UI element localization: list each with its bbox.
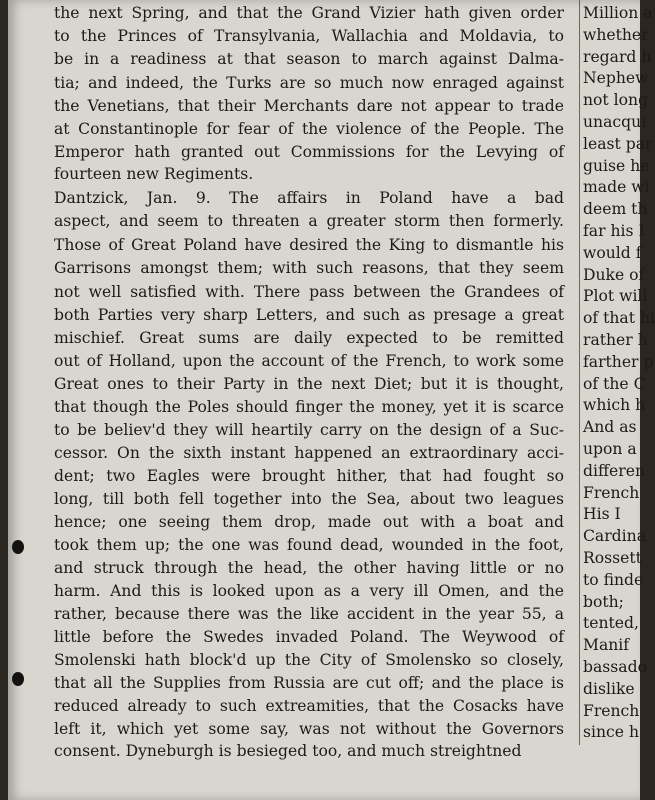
article-line: the Venetians, that their Merchants dare not appear to trade: [54, 97, 564, 115]
article-line: consent. Dyneburgh is besieged too, and much streightned: [54, 742, 522, 760]
article-line: that all the Supplies from Russia are cut off; and the place is: [54, 674, 564, 692]
article-line: and struck through the head, the other having little or no: [54, 559, 564, 577]
adjacent-column-line: since h: [583, 723, 639, 742]
adjacent-column-line: both;: [583, 592, 624, 611]
article-line: be in a readiness at that season to march against Dalma-: [54, 50, 564, 68]
article-line: tia; and indeed, the Turks are so much now enraged against: [54, 74, 564, 92]
article-line: rather, because there was the like accident in the year 55, a: [54, 605, 564, 623]
article-line: to the Princes of Transylvania, Wallachia and Moldavia, to: [54, 27, 564, 45]
adjacent-column-line: bassado: [583, 658, 647, 676]
adjacent-column-line: Manif: [583, 636, 630, 655]
adjacent-column-line: Rossett: [583, 549, 642, 567]
adjacent-column-line: upon a: [583, 440, 637, 458]
adjacent-column-line: differen: [583, 461, 646, 480]
article-line: aspect, and seem to threaten a greater storm then formerly.: [54, 212, 564, 230]
adjacent-column-line: least par: [583, 134, 653, 153]
article-line: not well satisfied with. There pass between the Grandees of: [54, 283, 564, 301]
newspaper-page: [8, 0, 655, 800]
article-line: mischief. Great sums are daily expected to be remitted: [54, 329, 564, 347]
article-line: that though the Poles should finger the money, yet it is scarce: [54, 398, 564, 416]
left-article-column: [54, 0, 564, 800]
article-line: Emperor hath granted out Commissions for the Levying of: [54, 143, 564, 161]
article-line: hence; one seeing them drop, made out with a boat and: [54, 513, 564, 531]
article-line: harm. And this is looked upon as a very ill Omen, and the: [54, 582, 564, 600]
adjacent-column-line: deem th: [583, 200, 648, 219]
article-line: little before the Swedes invaded Poland. The Weywood of: [54, 628, 564, 646]
article-line: cessor. On the sixth instant happened an extraordinary acci-: [54, 444, 564, 462]
article-line: left it, which yet some say, was not without the Governors: [54, 720, 564, 738]
adjacent-column-line: regard h: [583, 47, 652, 66]
article-line: Smolenski hath block'd up the City of Smolensko so closely,: [54, 651, 564, 669]
adjacent-column-line: which h: [583, 396, 646, 415]
binding-hole: [12, 540, 24, 554]
adjacent-column-line: guise he: [583, 156, 650, 175]
adjacent-column-line: would f: [583, 243, 642, 262]
article-line: Dantzick, Jan. 9. The affairs in Poland have a bad: [54, 189, 564, 207]
adjacent-column-line: unacqui: [583, 113, 647, 131]
adjacent-column-line: And as: [583, 418, 637, 437]
adjacent-column-line: of that hi: [583, 309, 655, 328]
right-article-column-cropped: [580, 0, 655, 800]
adjacent-column-line: made wi: [583, 178, 650, 197]
adjacent-column-line: dislike: [583, 679, 635, 698]
adjacent-column-line: far his I: [583, 222, 645, 240]
article-line: reduced already to such extreamities, that the Cosacks have: [54, 697, 564, 715]
article-line: out of Holland, upon the account of the French, to work some: [54, 352, 564, 370]
article-line: at Constantinople for fear of the violence of the People. The: [54, 120, 564, 138]
adjacent-column-line: French: [583, 483, 640, 502]
adjacent-column-line: whether: [583, 25, 649, 44]
adjacent-column-line: of the C: [583, 374, 646, 393]
article-line: took them up; the one was found dead, wounded in the foot,: [54, 536, 564, 554]
adjacent-column-line: Duke of: [583, 265, 645, 284]
article-line: dent; two Eagles were brought hither, that had fought so: [54, 467, 564, 485]
article-line: Great ones to their Party in the next Diet; but it is thought,: [54, 375, 564, 393]
adjacent-column-line: His I: [583, 505, 621, 524]
adjacent-column-line: Plot will: [583, 287, 648, 306]
adjacent-column-line: farther p: [583, 352, 654, 371]
article-line: Garrisons amongst them; with such reasons, that they seem: [54, 259, 564, 277]
adjacent-column-line: not long: [583, 91, 649, 110]
adjacent-column-line: Cardina: [583, 527, 646, 546]
article-line: both Parties very sharp Letters, and such as presage a great: [54, 306, 564, 324]
adjacent-column-line: to finde: [583, 570, 644, 589]
article-line: the next Spring, and that the Grand Vizier hath given order: [54, 4, 564, 22]
article-line: long, till both fell together into the Sea, about two leagues: [54, 490, 564, 508]
adjacent-column-line: French: [583, 701, 640, 720]
adjacent-column-line: rather h: [583, 331, 648, 349]
article-line: fourteen new Regiments.: [54, 165, 254, 183]
binding-hole: [12, 672, 24, 686]
adjacent-column-line: tented,: [583, 614, 639, 633]
article-line: Those of Great Poland have desired the King to dismantle his: [54, 236, 564, 254]
article-line: to be believ'd they will heartily carry on the design of a Suc-: [54, 421, 564, 439]
adjacent-column-line: Nephew: [583, 69, 649, 88]
adjacent-column-line: Million a: [583, 4, 653, 22]
